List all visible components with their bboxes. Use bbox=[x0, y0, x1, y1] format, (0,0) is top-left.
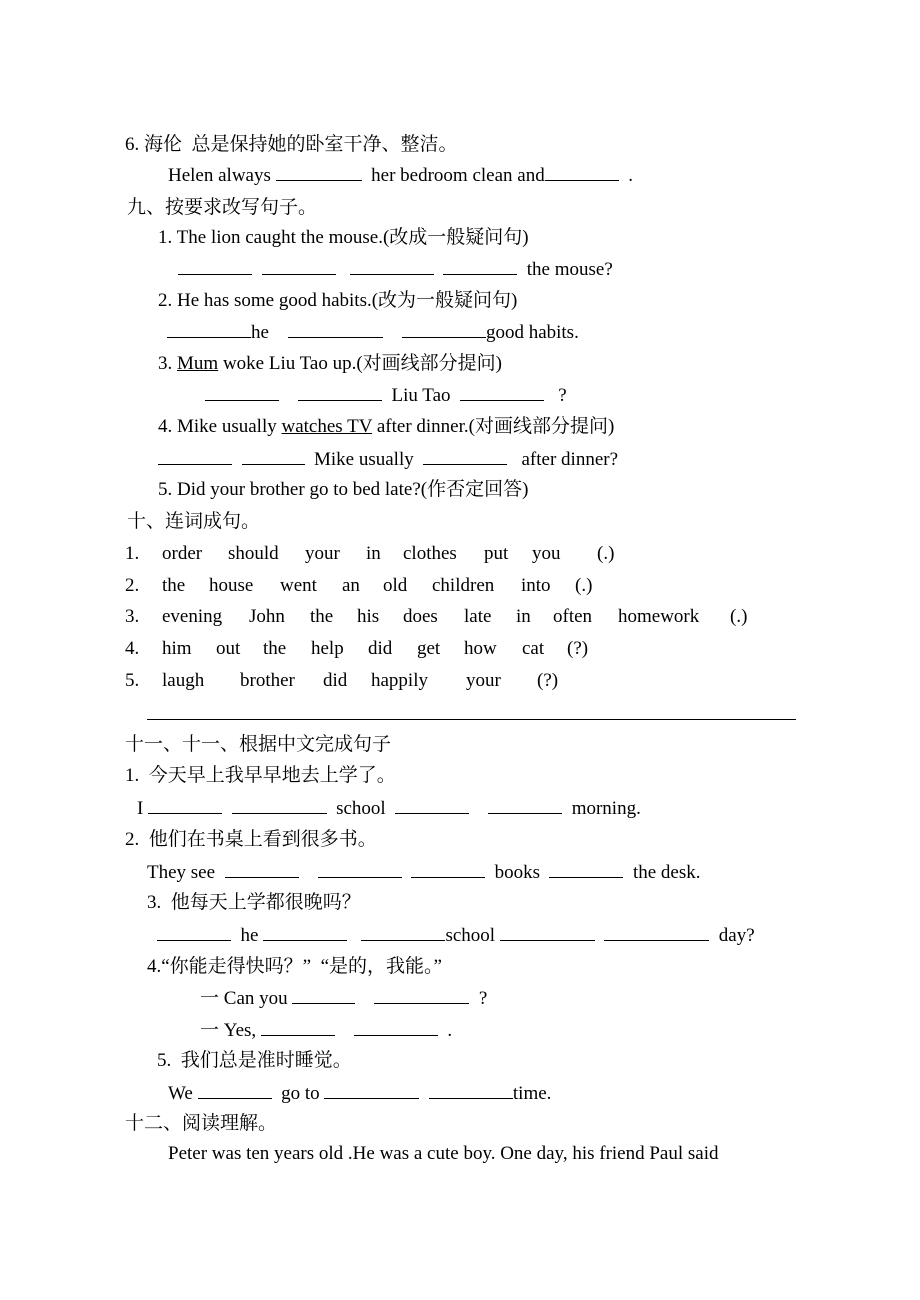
q11-3-answer bbox=[157, 923, 755, 948]
word: cat bbox=[522, 638, 545, 659]
word: you bbox=[532, 543, 561, 564]
q11-5-chinese: 5. 我们总是准时睡觉。 bbox=[157, 1050, 352, 1071]
answer-blank[interactable] bbox=[232, 796, 327, 814]
answer-blank[interactable] bbox=[288, 320, 383, 338]
word: (?) bbox=[537, 670, 559, 691]
en-text: We bbox=[168, 1083, 193, 1104]
q11-4-line-a bbox=[200, 986, 487, 1011]
en-text: school bbox=[445, 925, 496, 946]
answer-blank[interactable] bbox=[423, 447, 507, 465]
en-text: ? bbox=[478, 988, 488, 1009]
word: your bbox=[466, 670, 501, 691]
q11-3-chinese: 3. 他每天上学都很晚吗？ bbox=[147, 892, 361, 913]
word: did bbox=[323, 670, 348, 691]
en-text: Mike usually bbox=[314, 449, 414, 470]
word: your bbox=[305, 543, 340, 564]
q-number: 1. bbox=[125, 543, 140, 564]
word: house bbox=[209, 575, 254, 596]
word: (.) bbox=[730, 606, 748, 627]
answer-blank[interactable] bbox=[402, 320, 486, 338]
answer-blank[interactable] bbox=[205, 383, 279, 401]
q9-2-answer bbox=[167, 320, 579, 345]
word: in bbox=[516, 606, 531, 627]
answer-blank[interactable] bbox=[324, 1081, 419, 1099]
answer-blank[interactable] bbox=[374, 986, 469, 1004]
q-number: 2. bbox=[125, 575, 140, 596]
dash-mark: 一 bbox=[200, 1020, 220, 1041]
en-text: . bbox=[628, 165, 633, 186]
answer-blank[interactable] bbox=[167, 320, 251, 338]
answer-blank[interactable] bbox=[350, 257, 434, 275]
q11-2-answer bbox=[147, 860, 701, 885]
en-text: the mouse? bbox=[526, 259, 613, 280]
answer-blank[interactable] bbox=[157, 923, 231, 941]
q9-1-answer bbox=[178, 257, 613, 282]
en-text: books bbox=[494, 862, 540, 883]
word: clothes bbox=[403, 543, 457, 564]
answer-blank[interactable] bbox=[604, 923, 709, 941]
answer-blank[interactable] bbox=[198, 1081, 272, 1099]
en-text: Helen always bbox=[168, 165, 271, 186]
q-number: 3. bbox=[125, 606, 140, 627]
en-text: They see bbox=[147, 862, 216, 883]
en-text: . bbox=[447, 1020, 453, 1041]
answer-blank[interactable] bbox=[298, 383, 382, 401]
en-text: he bbox=[251, 322, 269, 343]
answer-blank[interactable] bbox=[262, 257, 336, 275]
word: happily bbox=[371, 670, 428, 691]
word: order bbox=[162, 543, 203, 564]
en-text: school bbox=[336, 798, 386, 819]
answer-blank[interactable] bbox=[318, 860, 402, 878]
answer-blank[interactable] bbox=[549, 860, 623, 878]
en-text: he bbox=[240, 925, 259, 946]
word: the bbox=[162, 575, 186, 596]
answer-blank[interactable] bbox=[460, 383, 544, 401]
q8-6-chinese bbox=[125, 133, 458, 157]
word: does bbox=[403, 606, 438, 627]
answer-blank[interactable] bbox=[276, 163, 362, 181]
answer-blank[interactable] bbox=[361, 923, 445, 941]
en-text: time. bbox=[512, 1083, 552, 1104]
q9-3-prompt bbox=[158, 352, 502, 376]
q-number: 6. bbox=[125, 134, 140, 155]
answer-blank[interactable] bbox=[261, 1018, 335, 1036]
answer-blank[interactable] bbox=[429, 1081, 513, 1099]
en-text: after dinner.(对画线部分提问) bbox=[372, 416, 615, 437]
en-text: the desk. bbox=[632, 862, 701, 883]
en-text: after dinner? bbox=[521, 449, 619, 470]
word: into bbox=[521, 575, 551, 596]
word: went bbox=[280, 575, 317, 596]
answer-blank[interactable] bbox=[225, 860, 299, 878]
section-12-title: 十二、阅读理解。 bbox=[125, 1113, 278, 1134]
dash-mark: 一 bbox=[200, 988, 220, 1009]
answer-blank[interactable] bbox=[263, 923, 347, 941]
q-number: 3. bbox=[158, 353, 173, 374]
q9-1-prompt: 1. The lion caught the mouse.(改成一般疑问句) bbox=[158, 227, 529, 248]
en-text: Yes, bbox=[223, 1020, 257, 1041]
section-10-title: 十、连词成句。 bbox=[127, 511, 261, 532]
answer-blank[interactable] bbox=[158, 447, 232, 465]
word: late bbox=[464, 606, 492, 627]
answer-blank[interactable] bbox=[411, 860, 485, 878]
answer-blank[interactable] bbox=[395, 796, 469, 814]
word: (.) bbox=[575, 575, 593, 596]
word: did bbox=[368, 638, 393, 659]
q8-6-english bbox=[168, 163, 633, 188]
word: (?) bbox=[567, 638, 589, 659]
answer-blank[interactable] bbox=[488, 796, 562, 814]
q11-4-line-b bbox=[200, 1018, 452, 1043]
q9-4-answer bbox=[158, 447, 618, 472]
word: (.) bbox=[597, 543, 615, 564]
answer-line[interactable] bbox=[147, 719, 796, 720]
en-text: ? bbox=[558, 385, 567, 406]
en-text: Can you bbox=[223, 988, 288, 1009]
word: John bbox=[249, 606, 285, 627]
word: get bbox=[417, 638, 441, 659]
word: out bbox=[216, 638, 241, 659]
answer-blank[interactable] bbox=[148, 796, 222, 814]
word: how bbox=[464, 638, 497, 659]
en-text: go to bbox=[281, 1083, 320, 1104]
q11-5-answer bbox=[168, 1081, 551, 1106]
cn-text: 总是保持她的卧室干净、整洁。 bbox=[191, 134, 458, 155]
reading-paragraph: Peter was ten years old .He was a cute boy. One day, his friend Paul said bbox=[168, 1143, 719, 1164]
word: laugh bbox=[162, 670, 205, 691]
q11-2-chinese: 2. 他们在书桌上看到很多书。 bbox=[125, 829, 377, 850]
word: put bbox=[484, 543, 509, 564]
word: an bbox=[342, 575, 360, 596]
word: children bbox=[432, 575, 495, 596]
q-number: 4. bbox=[125, 638, 140, 659]
en-text: day? bbox=[718, 925, 755, 946]
section-9-title: 九、按要求改写句子。 bbox=[127, 197, 318, 218]
underlined-text: watches TV bbox=[281, 416, 373, 437]
answer-blank[interactable] bbox=[500, 923, 595, 941]
word: the bbox=[310, 606, 334, 627]
answer-blank[interactable] bbox=[292, 986, 355, 1004]
answer-blank[interactable] bbox=[443, 257, 517, 275]
en-text: woke Liu Tao up.(对画线部分提问) bbox=[218, 353, 503, 374]
en-text: Liu Tao bbox=[391, 385, 451, 406]
word: homework bbox=[618, 606, 700, 627]
answer-blank[interactable] bbox=[545, 163, 619, 181]
q9-5-prompt: 5. Did your brother go to bed late?(作否定回答) bbox=[158, 479, 529, 500]
q9-4-prompt bbox=[158, 415, 614, 439]
word: old bbox=[383, 575, 408, 596]
answer-blank[interactable] bbox=[354, 1018, 438, 1036]
q9-2-prompt: 2. He has some good habits.(改为一般疑问句) bbox=[158, 290, 518, 311]
underlined-text: Mum bbox=[177, 353, 219, 374]
word: brother bbox=[240, 670, 295, 691]
word: evening bbox=[162, 606, 223, 627]
word: his bbox=[357, 606, 380, 627]
en-text: good habits. bbox=[485, 322, 579, 343]
word: help bbox=[311, 638, 344, 659]
answer-blank[interactable] bbox=[242, 447, 305, 465]
q9-3-answer bbox=[205, 383, 567, 408]
en-text: her bedroom clean and bbox=[371, 165, 545, 186]
word: should bbox=[228, 543, 279, 564]
answer-blank[interactable] bbox=[178, 257, 252, 275]
en-text: morning. bbox=[571, 798, 641, 819]
q-number: 5. bbox=[125, 670, 140, 691]
word: him bbox=[162, 638, 192, 659]
q11-4-chinese: 4.“你能走得快吗？” “是的，我能。” bbox=[147, 956, 442, 977]
word: often bbox=[553, 606, 593, 627]
word: the bbox=[263, 638, 287, 659]
cn-text: 海伦 bbox=[144, 134, 183, 155]
en-text: I bbox=[137, 798, 144, 819]
en-text: 4. Mike usually bbox=[158, 416, 282, 437]
q11-1-chinese: 1. 今天早上我早早地去上学了。 bbox=[125, 765, 396, 786]
q11-1-answer bbox=[137, 796, 641, 821]
section-11-title: 十一、十一、根据中文完成句子 bbox=[125, 734, 392, 755]
word: in bbox=[366, 543, 381, 564]
